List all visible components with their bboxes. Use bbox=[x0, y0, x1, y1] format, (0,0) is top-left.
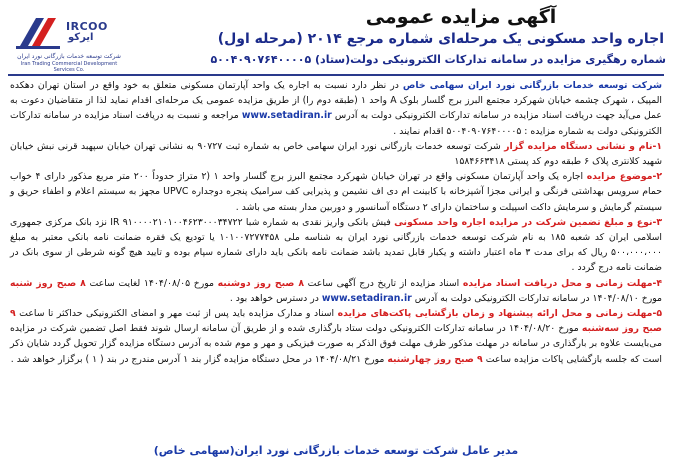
section-1-label: ۱-نام و نشانی دستگاه مزایده گزار bbox=[504, 140, 662, 152]
logo-company-fa: شرکت توسعه خدمات بازرگانی نورد ایران bbox=[17, 53, 121, 60]
header-divider bbox=[8, 74, 664, 76]
signature-line: مدیر عامل شرکت توسعه خدمات بازرگانی نورد ایران(سهامی خاص) bbox=[153, 444, 519, 457]
intro-paragraph bbox=[10, 78, 662, 139]
section-guarantee bbox=[10, 215, 662, 276]
section-5-time-2: ۹ صبح روز چهارشنبه bbox=[387, 353, 483, 365]
setad-link[interactable]: www.setadiran.ir bbox=[241, 110, 332, 122]
logo-company-en: Iran Trading Commercial Development Services Co. bbox=[20, 61, 118, 73]
section-5-time-1: ۹ صبح روز سه‌شنبه bbox=[10, 308, 663, 335]
section-4-time-2: ۸ صبح روز شنبه bbox=[10, 277, 86, 289]
section-4-text-2: مورخ ۱۴۰۴/۰۸/۰۵ لغایت ساعت bbox=[85, 277, 218, 289]
company-logo bbox=[14, 12, 122, 73]
intro-text-2: مراجعه و نسبت به دریافت اسناد مزایده در سامانه تدارکات الکترونیکی دولت به شماره مزایده : ۵۰۰۴۰۹۰۷۶۴۰۰۰۰۵ اقدام نمایند . bbox=[10, 110, 662, 137]
section-submission bbox=[10, 306, 662, 367]
notice-body bbox=[10, 78, 662, 367]
section-5-label: ۵-مهلت زمانی و محل ارائه پیشنهاد و زمان بازگشایی پاکت‌های مزایده bbox=[337, 308, 662, 320]
setad-link-2[interactable]: www.setadiran.ir bbox=[321, 292, 412, 304]
section-4-label: ۴-مهلت زمانی و محل دریافت اسناد مزایده bbox=[462, 277, 663, 289]
section-organizer bbox=[10, 139, 662, 169]
logo-brand-en: IRCOO bbox=[66, 20, 108, 33]
company-name: شرکت توسعه خدمات بازرگانی نورد ایران سهامی خاص bbox=[402, 80, 662, 91]
section-1-text: شرکت توسعه خدمات بازرگانی نورد ایران سهامی خاص به شماره ثبت ۹۰۷۲۷ به نشانی تهران خیابان سپهبد قرنی نبش خیابان شهید کلانتری پلاک ۶ طبقه دوم کد پستی ۱۵۸۴۶۶۳۴۱۸ bbox=[10, 140, 662, 168]
section-4-text: اسناد مزایده از تاریخ درج آگهی ساعت bbox=[304, 277, 463, 289]
section-2-label: ۲-موضوع مزایده bbox=[586, 171, 662, 183]
section-5-text-3: مورخ ۱۴۰۴/۰۸/۲۱ در محل دستگاه مزایده گزار بند ۱ آدرس مندرج در بند ( ۱ ) برگزار خواهد شد . bbox=[10, 353, 388, 365]
section-documents-deadline bbox=[10, 276, 662, 306]
tracking-number: شماره رهگیری مزایده در سامانه تدارکات الکترونیکی دولت(ستاد) ۵۰۰۴۰۹۰۷۶۴۰۰۰۰۵ bbox=[210, 53, 666, 66]
section-subject bbox=[10, 169, 662, 215]
logo-brand-fa: ایرکو bbox=[68, 32, 94, 43]
section-3-text: فیش بانکی واریز نقدی به شماره شبا IR ۹۱۰۰۰۰۲۱۰۱۰۰۴۶۲۳۰۰۰۳۴۷۲۲ نزد بانک مرکزی جمهوری اسلامی ایران کد شعبه ۱۸۵ به نام شرکت توسعه خدمات بازرگانی نورد ایران به شناسه ملی ۱۰۱۰۰۷۲۷۷۴۵۸ یا تودیع یک فقره ضمانت نامه بانکی معتبر به مبلغ ۵۰۰،۰۰۰،۰۰۰ ریال که برای مدت ۳ ماه اعتبار داشته و یکبار قابل تمدید باشد ضمانت نامه بانکی باید دارای شماره سپام بوده و تایید هیچ گونه شرطی از سوی بانک در ضمانت نامه درج گردد . bbox=[10, 216, 662, 274]
section-4-time-1: ۸ صبح روز دوشنبه bbox=[217, 277, 305, 289]
section-4-text-4: در دسترس خواهد بود . bbox=[229, 292, 322, 304]
section-2-text: اجاره یک واحد آپارتمان مسکونی واقع در تهران خیابان شهرکرد مجتمع البرز برج گلسار واحد ۱ (۲ متراژ حدوداً ۲۰۰ متر مربع مذکور دارای ۴ خواب حمام سرویس بهداشتی فرنگی و ایرانی مجزا آشپزخانه با کابینت ام دی اف نشیمن و پذیرایی کف سرامیک پنجره دوجداره UPVC مجهز به سیستم اعلام و اطفاء حریق و سیستم گرمایش و سرمایش داکت اسپیلت و ساختمان دارای ۲ دستگاه آسانسور و دوربین مدار بسته می باشد . bbox=[10, 171, 662, 213]
ircoo-emblem-icon bbox=[14, 12, 64, 52]
auction-notice bbox=[6, 4, 665, 459]
section-4-text-3: مورخ ۱۴۰۴/۰۸/۱۰ در سامانه تدارکات الکترونیکی دولت به آدرس bbox=[411, 292, 662, 304]
section-3-label: ۳-نوع و مبلغ تضمین شرکت در مزایده اجاره واحد مسکونی bbox=[394, 216, 663, 228]
intro-text: در نظر دارد نسبت به اجاره یک واحد آپارتمان مسکونی متعلق به خود واقع در استان تهران دهکده المپیک ، شهرک چشمه خیابان شهرکرد مجتمع البرز برج گلسار بلوک A واحد ۱ (طبقه دوم را) از طریق مزایده عمومی یک مرحله‌ای اقدام نماید لذا از متقاضیان دعوت به عمل می‌آید جهت دریافت اسناد مزایده در سامانه تدارکات الکترونیکی دولت به آدرس bbox=[10, 80, 662, 122]
section-5-text-2: مورخ ۱۴۰۴/۰۸/۲۰ در سامانه تدارکات الکترونیکی دولت ستاد بارگذاری شده و از طریق آن سامانه ارسال شوند فقط اصل تضمین شرکت در مزایده می‌بایست علاوه بر بارگذاری در سامانه در مهلت مذکور ظرف مهلت فوق الذکر به صورت فیزیکی و مهر و موم شده به آدرس دستگاه مزایده گزار تحویل گردد شایان ذکر است که جلسه بازگشایی پاکات مزایده ساعت bbox=[10, 323, 662, 365]
notice-subtitle: اجاره واحد مسکونی یک مرحله‌ای شماره مرجع ۲۰۱۴ (مرحله اول) bbox=[217, 31, 664, 47]
notice-title: آگهی مزایده عمومی bbox=[365, 6, 557, 28]
section-5-text: اسناد و مدارک مزایده باید پس از ثبت مهر و امضای الکترونیکی حداکثر تا ساعت bbox=[15, 308, 338, 320]
